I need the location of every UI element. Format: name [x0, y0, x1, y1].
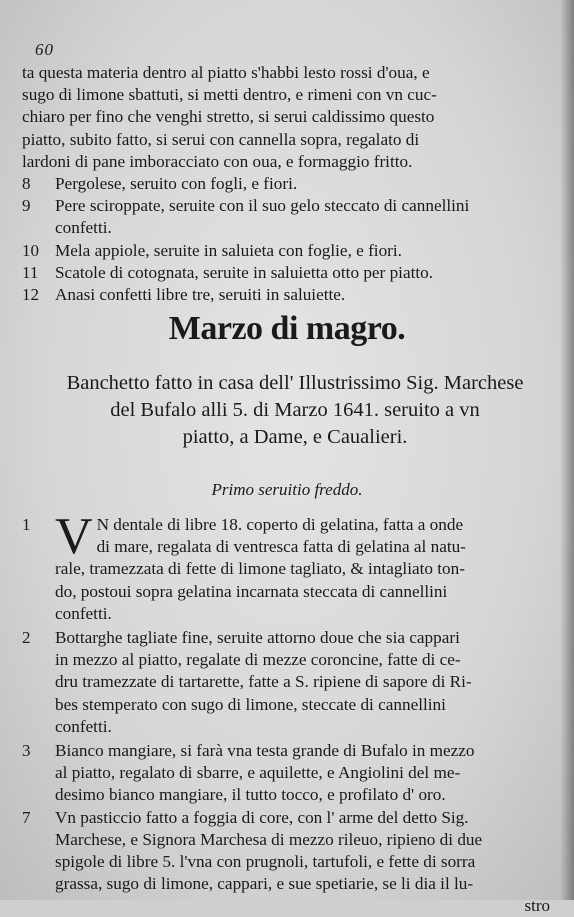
item-number: 12 — [22, 285, 39, 305]
menu-item — [22, 627, 550, 738]
banquet-heading — [40, 370, 550, 451]
text-line: desimo bianco mangiare, il tutto tocco, e profilato d' oro. — [55, 785, 446, 805]
menu-item — [22, 240, 550, 262]
drop-cap-initial: V — [55, 508, 93, 565]
heading-line: Banchetto fatto in casa dell' Illustrissimo Sig. Marchese — [66, 372, 524, 394]
text-line: bes stemperato con sugo di limone, steccate di cannellini — [55, 694, 446, 714]
menu-item — [22, 284, 550, 306]
bottom-text-block — [22, 508, 550, 917]
item-number: 7 — [22, 807, 31, 827]
item-number: 11 — [22, 262, 39, 282]
text-line: al piatto, regalato di sbarre, e aquilette, e Angiolini del me- — [55, 763, 461, 783]
text-line: grassa, sugo di limone, cappari, e sue spetiarie, se li dia il lu- — [55, 874, 474, 894]
menu-item — [22, 740, 550, 807]
text-line: Pere sciroppate, seruite con il suo gelo steccato di cannellini — [55, 196, 470, 216]
text-line: confetti. — [55, 603, 112, 623]
text-line: Scatole di cotognata, seruite in saluietta otto per piatto. — [55, 262, 434, 282]
text-line: Bottarghe tagliate fine, seruite attorno doue che sia cappari — [55, 628, 460, 648]
text-line: di mare, regalata di ventresca fatta di gelatina al natu- — [96, 537, 466, 557]
text-line: lardoni di pane imboracciato con oua, e formaggio fritto. — [22, 151, 413, 171]
course-subheading: Primo seruitio freddo. — [211, 480, 363, 499]
text-line: piatto, subito fatto, si serui con cannella sopra, regalato di — [22, 129, 420, 149]
menu-item — [22, 508, 550, 625]
text-line: spigole di libre 5. l'vna con prugnoli, tartufoli, e fette di sorra — [55, 852, 476, 872]
section-title: Marzo di magro. — [168, 310, 406, 347]
text-line: do, postoui sopra gelatina incarnata steccata di cannellini — [55, 581, 448, 601]
text-line: Mela appiole, seruite in saluieta con foglie, e fiori. — [55, 240, 402, 260]
menu-item — [22, 173, 550, 195]
heading-line: del Bufalo alli 5. di Marzo 1641. seruito a vn — [110, 399, 480, 421]
text-line: in mezzo al piatto, regalate di mezze coroncine, fatte di ce- — [55, 650, 461, 670]
item-number: 10 — [22, 240, 39, 260]
text-line: rale, tramezzata di fette di limone tagliato, & intagliato ton- — [55, 559, 465, 579]
item-number: 1 — [22, 515, 31, 534]
top-text-block — [22, 62, 550, 306]
item-number: 3 — [22, 741, 31, 761]
page-gutter-shadow — [560, 0, 574, 900]
item-number: 2 — [22, 628, 31, 648]
text-line: Vn pasticcio fatto a foggia di core, con l' arme del detto Sig. — [55, 807, 469, 827]
item-number: 8 — [22, 174, 31, 194]
text-line: ta questa materia dentro al piatto s'habbi lesto rossi d'oua, e — [22, 63, 430, 82]
text-line: confetti. — [55, 716, 112, 736]
page-number: 60 — [35, 40, 54, 59]
catchword: stro — [524, 896, 550, 916]
heading-line: piatto, a Dame, e Caualieri. — [182, 426, 408, 448]
text-line: Marchese, e Signora Marchesa di mezzo rileuo, ripieno di due — [55, 829, 483, 849]
item-number: 9 — [22, 196, 31, 216]
text-line: chiaro per fino che venghi stretto, si serui caldissimo questo — [22, 107, 435, 127]
menu-item — [22, 195, 550, 239]
text-line: Pergolese, seruito con fogli, e fiori. — [55, 174, 298, 194]
text-line: dru tramezzate di tartarette, fatte a S. ripiene di sapore di Ri- — [55, 672, 472, 692]
menu-item — [22, 807, 550, 917]
text-line: sugo di limone sbattuti, si metti dentro, e rimeni con vn cuc- — [22, 85, 437, 105]
text-line: Anasi confetti libre tre, seruiti in saluiette. — [55, 285, 346, 305]
menu-item — [22, 262, 550, 284]
text-line: confetti. — [55, 218, 112, 238]
text-line: Bianco mangiare, si farà vna testa grande di Bufalo in mezzo — [55, 741, 475, 761]
text-line: N dentale di libre 18. coperto di gelatina, fatta a onde — [96, 515, 464, 534]
